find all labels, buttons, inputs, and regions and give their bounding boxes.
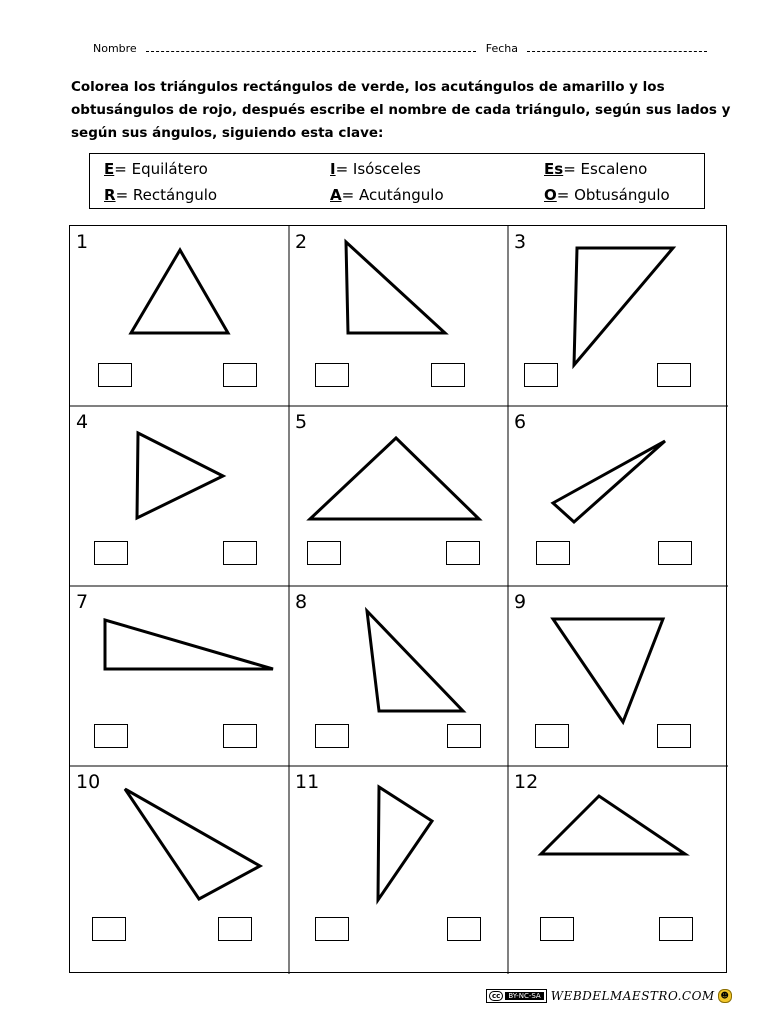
- license-text: BY-NC-SA: [505, 992, 543, 1000]
- side-answer-box[interactable]: [94, 724, 128, 748]
- side-answer-box[interactable]: [315, 917, 349, 941]
- legend-rectangulo: R= Rectángulo: [104, 186, 218, 204]
- triangle-number: 6: [514, 411, 527, 433]
- angle-answer-box[interactable]: [446, 541, 480, 565]
- triangle-cell-12: [508, 766, 727, 946]
- legend-acutangulo: A= Acutángulo: [330, 186, 444, 204]
- triangle-number: 1: [76, 231, 89, 253]
- triangle-cell-3: [508, 226, 727, 406]
- instructions-line-2: obtusángulos de rojo, después escribe el nombre de cada triángulo, según sus lados y: [71, 102, 731, 118]
- side-answer-box[interactable]: [92, 917, 126, 941]
- side-answer-box[interactable]: [98, 363, 132, 387]
- triangle-cell-10: [70, 766, 289, 946]
- angle-answer-box[interactable]: [218, 917, 252, 941]
- triangle-cell-6: [508, 406, 727, 586]
- side-answer-box[interactable]: [536, 541, 570, 565]
- legend-key: [89, 153, 705, 209]
- side-answer-box[interactable]: [94, 541, 128, 565]
- legend-equilatero: E= Equilátero: [104, 160, 208, 178]
- triangle-cell-9: [508, 586, 727, 766]
- instructions-line-3: según sus ángulos, siguiendo esta clave:: [71, 125, 384, 141]
- triangle-number: 3: [514, 231, 527, 253]
- cc-license-badge[interactable]: [486, 989, 547, 1003]
- triangle-cell-4: [70, 406, 289, 586]
- side-answer-box[interactable]: [315, 363, 349, 387]
- triangle-grid: [69, 225, 727, 973]
- angle-answer-box[interactable]: [223, 724, 257, 748]
- legend-isosceles: I= Isósceles: [330, 160, 421, 178]
- brand-link[interactable]: WEBDELMAESTRO.COM: [550, 989, 715, 1003]
- instructions-line-1: Colorea los triángulos rectángulos de verde, los acutángulos de amarillo y los: [71, 79, 665, 95]
- date-label: Fecha: [485, 42, 518, 55]
- angle-answer-box[interactable]: [447, 917, 481, 941]
- triangle-cell-11: [289, 766, 508, 946]
- triangle-cell-8: [289, 586, 508, 766]
- name-blank[interactable]: [146, 42, 476, 52]
- angle-answer-box[interactable]: [447, 724, 481, 748]
- triangle-cell-2: [289, 226, 508, 406]
- legend-obtusangulo: O= Obtusángulo: [544, 186, 670, 204]
- side-answer-box[interactable]: [524, 363, 558, 387]
- triangle-cell-7: [70, 586, 289, 766]
- legend-escaleno: Es= Escaleno: [544, 160, 648, 178]
- angle-answer-box[interactable]: [223, 541, 257, 565]
- triangle-number: 9: [514, 591, 527, 613]
- student-header: [93, 42, 707, 55]
- triangle-number: 2: [295, 231, 308, 253]
- angle-answer-box[interactable]: [659, 917, 693, 941]
- side-answer-box[interactable]: [315, 724, 349, 748]
- triangle-cell-1: [70, 226, 289, 406]
- triangle-number: 4: [76, 411, 89, 433]
- footer-credit: [486, 986, 732, 1006]
- name-label: Nombre: [93, 42, 137, 55]
- triangle-number: 10: [76, 771, 101, 793]
- cc-icon: cc: [489, 991, 503, 1001]
- angle-answer-box[interactable]: [657, 724, 691, 748]
- angle-answer-box[interactable]: [658, 541, 692, 565]
- triangle-cell-5: [289, 406, 508, 586]
- smiley-icon: ☻: [718, 989, 732, 1003]
- angle-answer-box[interactable]: [657, 363, 691, 387]
- angle-answer-box[interactable]: [223, 363, 257, 387]
- triangle-number: 11: [295, 771, 320, 793]
- triangle-number: 5: [295, 411, 308, 433]
- side-answer-box[interactable]: [535, 724, 569, 748]
- side-answer-box[interactable]: [307, 541, 341, 565]
- triangle-number: 12: [514, 771, 539, 793]
- triangle-number: 7: [76, 591, 89, 613]
- angle-answer-box[interactable]: [431, 363, 465, 387]
- triangle-number: 8: [295, 591, 308, 613]
- date-blank[interactable]: [527, 42, 707, 52]
- side-answer-box[interactable]: [540, 917, 574, 941]
- instructions: [71, 76, 731, 145]
